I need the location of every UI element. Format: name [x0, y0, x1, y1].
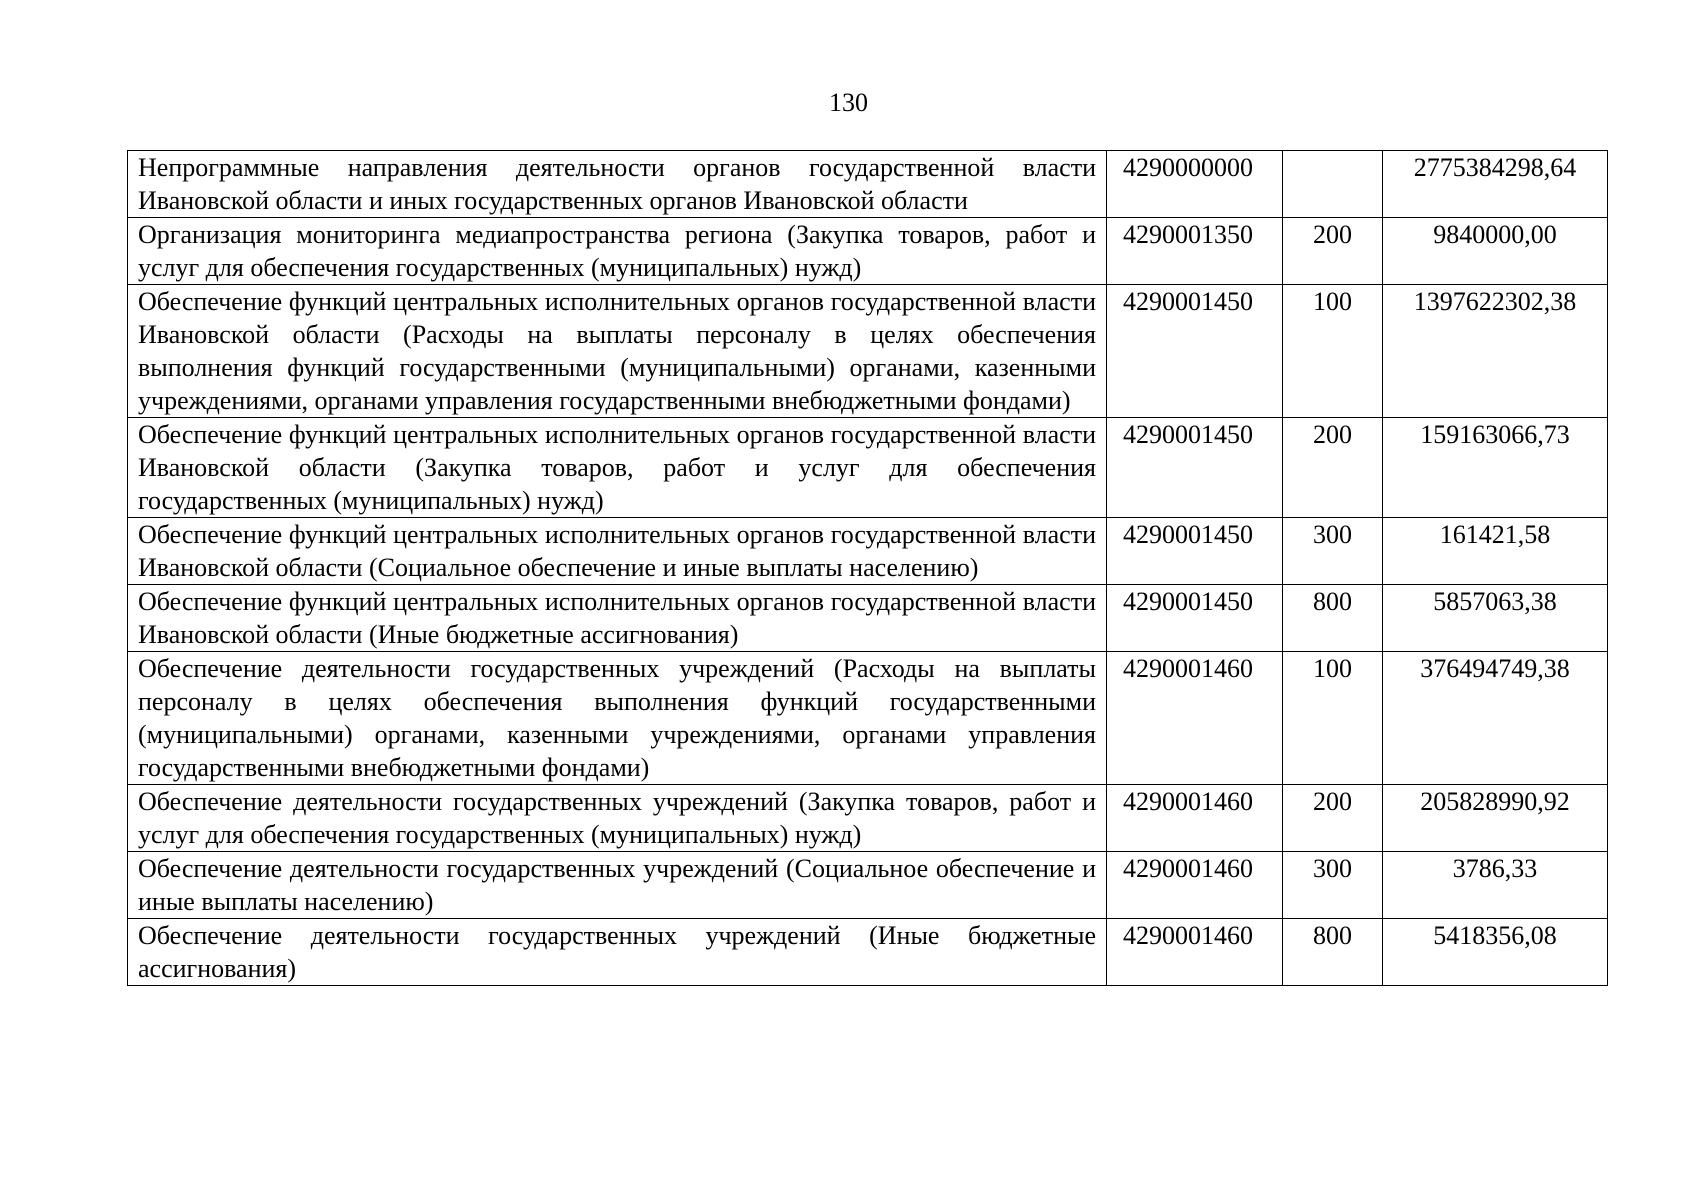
expense-type-code: 100 — [1283, 652, 1383, 785]
table-row — [128, 418, 1608, 518]
page-number: 130 — [829, 88, 868, 117]
expense-type-code: 800 — [1283, 585, 1383, 652]
target-article-code: 4290001450 — [1107, 518, 1283, 585]
target-article-code: 4290001460 — [1107, 785, 1283, 852]
table-row — [128, 785, 1608, 852]
table-row — [128, 518, 1608, 585]
target-article-code: 4290001460 — [1107, 652, 1283, 785]
amount: 161421,58 — [1383, 518, 1608, 585]
table-row — [128, 218, 1608, 285]
budget-table — [127, 150, 1608, 986]
target-article-code: 4290000000 — [1107, 151, 1283, 218]
expense-type-code: 200 — [1283, 218, 1383, 285]
target-article-code: 4290001450 — [1107, 285, 1283, 418]
amount: 9840000,00 — [1383, 218, 1608, 285]
amount: 3786,33 — [1383, 852, 1608, 919]
expense-description: Обеспечение деятельности государственных учреждений (Социальное обеспечение и иные выплаты населению) — [128, 852, 1107, 919]
expense-description: Обеспечение функций центральных исполнительных органов государственной власти Ивановской области (Социальное обеспечение и иные выплаты населению) — [128, 518, 1107, 585]
expense-description: Обеспечение деятельности государственных учреждений (Иные бюджетные ассигнования) — [128, 919, 1107, 986]
expense-type-code: 300 — [1283, 852, 1383, 919]
table-row — [128, 652, 1608, 785]
expense-description: Организация мониторинга медиапространства региона (Закупка товаров, работ и услуг для обеспечения государственных (муниципальных) нужд) — [128, 218, 1107, 285]
expense-description: Обеспечение деятельности государственных учреждений (Расходы на выплаты персоналу в целях обеспечения выполнения функций государственными (муниципальными) органами, казенными учреждениями, органами управления государственными внебюджетными фондами) — [128, 652, 1107, 785]
expense-description: Обеспечение функций центральных исполнительных органов государственной власти Ивановской области (Иные бюджетные ассигнования) — [128, 585, 1107, 652]
amount: 205828990,92 — [1383, 785, 1608, 852]
table-row — [128, 285, 1608, 418]
expense-description: Обеспечение функций центральных исполнительных органов государственной власти Ивановской области (Расходы на выплаты персоналу в целях обеспечения выполнения функций государственными (муниципальными) органами, казенными учреждениями, органами управления государственными внебюджетными фондами) — [128, 285, 1107, 418]
target-article-code: 4290001350 — [1107, 218, 1283, 285]
amount: 376494749,38 — [1383, 652, 1608, 785]
table-row — [128, 585, 1608, 652]
amount: 5857063,38 — [1383, 585, 1608, 652]
amount: 159163066,73 — [1383, 418, 1608, 518]
expense-type-code: 800 — [1283, 919, 1383, 986]
target-article-code: 4290001450 — [1107, 585, 1283, 652]
expense-description: Обеспечение деятельности государственных учреждений (Закупка товаров, работ и услуг для обеспечения государственных (муниципальных) нужд) — [128, 785, 1107, 852]
expense-type-code: 300 — [1283, 518, 1383, 585]
table-row — [128, 919, 1608, 986]
table-row — [128, 852, 1608, 919]
target-article-code: 4290001460 — [1107, 919, 1283, 986]
expense-description: Обеспечение функций центральных исполнительных органов государственной власти Ивановской области (Закупка товаров, работ и услуг для обеспечения государственных (муниципальных) нужд) — [128, 418, 1107, 518]
amount: 2775384298,64 — [1383, 151, 1608, 218]
target-article-code: 4290001450 — [1107, 418, 1283, 518]
expense-type-code: 200 — [1283, 418, 1383, 518]
expense-type-code: 100 — [1283, 285, 1383, 418]
expense-type-code: 200 — [1283, 785, 1383, 852]
amount: 1397622302,38 — [1383, 285, 1608, 418]
expense-type-code — [1283, 151, 1383, 218]
table-row — [128, 151, 1608, 218]
target-article-code: 4290001460 — [1107, 852, 1283, 919]
amount: 5418356,08 — [1383, 919, 1608, 986]
expense-description: Непрограммные направления деятельности органов государственной власти Ивановской области и иных государственных органов Ивановской области — [128, 151, 1107, 218]
